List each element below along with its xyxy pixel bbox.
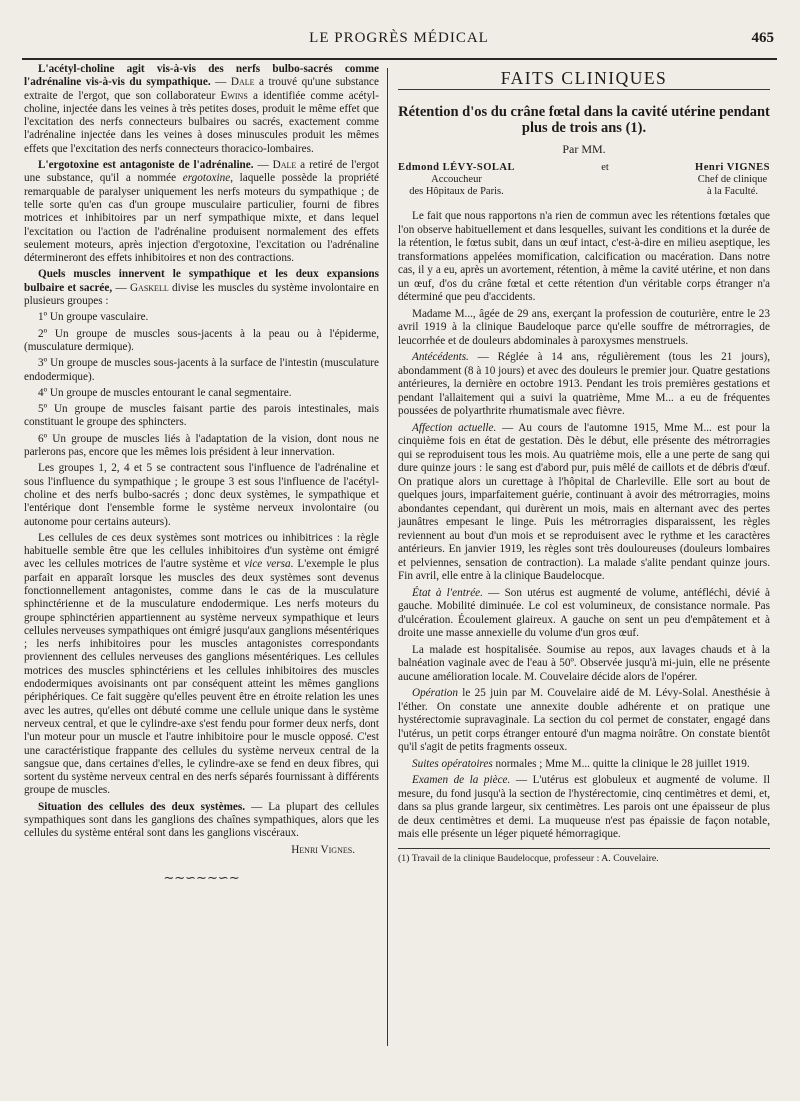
- dash: —: [253, 159, 273, 172]
- paragraph-acetylcholine: [24, 63, 379, 156]
- end-flourish: ∼∼∽∼∼∽∼: [163, 869, 240, 885]
- italic-term: vice versa: [244, 558, 291, 571]
- author-ref-dale: Dale: [230, 76, 255, 89]
- header-rule: [22, 58, 777, 60]
- heading-muscles: Quels muscles innervent le sympathique et les deux expansions bulbaire et sacrée,: [24, 268, 379, 294]
- paragraph-text: — Au cours de l'automne 1915, Mme M... est pour la cinquième fois en état de gestation. Dès le début, elle présente des métrorragies qui se reproduisent tous les mois. Au quatrième mois, elle a une perte de sang qui dure quinze jours : le sang est d'abord pur, puis mêlé de caillots et de débris d'œuf. On pratique alors un curettage à l'hôpital de Charleville. Elle sort au bout de quelques jours, imparfaitement guérie, continuant à avoir des métrorragies, moins abondantes cependant, qui durèrent un mois, mais en alternant avec des pertes jaunâtres empesant le linge. Puis les métrorragies disparaissent, les règles reviennent au bout d'un mois et se reproduisent avec le rythme et les caractères antérieurs. En janvier 1919, les règles sont très douloureuses (douleurs lombaires et pelviennes, sensation de contraction). La malade s'alite pendant quinze jours. Fin avril, elle entre à la clinique Baudelocque.: [398, 421, 770, 582]
- left-column: [24, 63, 379, 884]
- list-item: 3º Un groupe de muscles sous-jacents à la surface de l'intestin (musculature endodermique).: [24, 357, 379, 383]
- signature: Henri Vignes.: [291, 843, 355, 856]
- paragraph-intro: Le fait que nous rapportons n'a rien de commun avec les rétentions fœtales que l'on observe habituellement et dans lesquelles, suivant les conditions et la durée de la rétention, le fœtus subit, dans un œuf intact, c'est-à-dire en milieu aseptique, les transformations appelées momification, calcification ou macération. Dans notre cas, il y a eu, après un avortement, rétention, à même la cavité utérine, et non dans un œuf, d'os du crâne fœtal et cette rétention d'un véritable corps étranger n'a déterminé que peu d'accidents.: [398, 210, 770, 303]
- italic-term: ergotoxine: [182, 172, 231, 185]
- dash: —: [112, 281, 130, 294]
- paragraph-antecedents: [398, 351, 770, 419]
- column-divider: [387, 68, 388, 1046]
- article-title: Rétention d'os du crâne fœtal dans la cavité utérine pendant plus de trois ans (1).: [398, 103, 770, 136]
- heading-situation: Situation des cellules des deux systèmes.: [38, 800, 246, 813]
- subheading: Affection actuelle.: [412, 421, 497, 434]
- author-role: des Hôpitaux de Paris.: [409, 186, 504, 197]
- paragraph-suites: [398, 758, 770, 772]
- list-item: 5º Un groupe de muscles faisant partie des parois intestinales, mais constituant le groupe des sphincters.: [24, 403, 379, 429]
- paragraph-examen: [398, 774, 770, 842]
- paragraph-ergotoxine: [24, 159, 379, 265]
- paragraph-text: — Réglée à 14 ans, régulièrement (tous les 21 jours), abondamment (8 à 10 jours) et avec des douleurs le premier jour. Quatre gestations antérieures, la dernière en octobre 1913. Pendant les trois premières gestations et pendant l'allaitement qui a suivi la quatrième, Mme M... a eu de fréquentes poussées de polyarthrite rhumatismale avec fièvre.: [398, 351, 770, 417]
- paragraph-cells: [24, 532, 379, 798]
- author-ref-ewins: Ewins: [220, 89, 248, 102]
- paragraph-groups: Les groupes 1, 2, 4 et 5 se contractent sous l'influence de l'adrénaline et sous l'influence du sympathique ; le groupe 3 est sous l'influence de l'acétyl-choline et des nerfs bulbo-sacrés ; donc deux systèmes, le sympathique et l'entérique dont l'ensemble forme le système nerveux involontaire (ou autonome pour certains auteurs).: [24, 462, 379, 528]
- paragraph-etat: [398, 587, 770, 641]
- page-number: 465: [751, 30, 774, 46]
- paragraph-text: — La plupart des cellules sympathiques sont dans les ganglions des chaînes sympathiques, alors que les cellules du système entéral sont dans les ganglions viscéraux.: [24, 800, 379, 840]
- journal-title: LE PROGRÈS MÉDICAL: [309, 30, 489, 46]
- list-item: 4º Un groupe de muscles entourant le canal segmentaire.: [38, 386, 292, 399]
- paragraph-text: a identifiée comme acétyl-choline, injectée dans les veines à très petites doses, produit le même effet que l'excitation des nerfs connecteurs bulbaires ou sacrés, exactement comme l'adrénaline injectée dans les veines à doses minuscules produit les mêmes effets que l'excitation des nerfs connecteurs thoracico-lombaires.: [24, 89, 380, 155]
- subheading: État à l'entrée.: [412, 586, 483, 599]
- subheading: Antécédents.: [412, 351, 469, 363]
- author-name: Henri VIGNES: [695, 162, 770, 173]
- list-item: 1º Un groupe vasculaire.: [38, 311, 149, 324]
- subheading: Suites opératoires: [412, 757, 493, 770]
- list-item: 2º Un groupe de muscles sous-jacents à la peau ou à l'épiderme, (musculature dermique).: [24, 327, 379, 353]
- paragraph-text: , laquelle possède la propriété remarquable de paralyser uniquement les nerfs moteurs du sympathique ; de telle sorte qu'en cas d'un groupe musculaire particulier, fourni de fibres motrices et inhibitoires par un nerf sympathique mixte, et dans lequel l'excitation ou l'action de l'adrénaline produisent normalement des effets seulement moteurs, après injection d'ergotoxine, l'excitation ou l'adrénaline détermineront des effets inhibitoires et non des contractions.: [24, 172, 379, 265]
- paragraph-text: divise les muscles du système involontaire en plusieurs groupes :: [24, 281, 379, 308]
- authors-block: [398, 162, 770, 198]
- paragraph-text: — Son utérus est augmenté de volume, antéfléchi, dévié à gauche. Mobilité diminuée. Le col est volumineux, de consistance normale. Pas d'ulcération. Écoulement glaireux. A gauche on sent un peu d'empâtement et à droite une masse annexielle du volume d'un gros œuf.: [398, 586, 770, 639]
- paragraph-patient: Madame M..., âgée de 29 ans, exerçant la profession de couturière, entre le 23 avril 1919 à la clinique Baudeloque parce qu'elle souffre de métrorragies, de leucorrhée et de douleurs abdominales à paroxysmes menstruels.: [398, 307, 770, 347]
- heading-acetylcholine: L'acétyl-choline agit vis-à-vis des nerfs bulbo-sacrés comme l'adrénaline vis-à-vis du sympathique.: [24, 63, 379, 89]
- author-name: Edmond LÉVY-SOLAL: [398, 162, 515, 173]
- paragraph-text: — L'utérus est globuleux et augmenté de volume. Il mesure, du fond jusqu'à la section de l'hystérectomie, cinq centimètres et demi, et, dans sa plus grande largeur, six centimètres. Les parois ont une épaisseur de plus de deux centimètres et demi. La muqueuse n'est pas épaissie de façon notable, mais elle présente un léger piqueté hémorragique.: [398, 774, 770, 840]
- paragraph-situation: [24, 801, 379, 841]
- author-1: [398, 162, 515, 198]
- paragraph-affection: [398, 422, 770, 584]
- subheading: Examen de la pièce.: [412, 774, 511, 786]
- section-title: FAITS CLINIQUES: [398, 72, 770, 90]
- heading-ergotoxine: L'ergotoxine est antagoniste de l'adrénaline.: [38, 159, 254, 172]
- paragraph-text: . L'exemple le plus parfait en apparaît lorsque les muscles des deux systèmes sont devenus fonctionnellement antagonistes, comme dans le cas de la musculature sphinctérienne et de la musculature endodermique. Les nerfs moteurs du groupe sphinctérien appartiennent au système nerveux sympathique et leurs cellules nerveuses sympathiques ont émigré jusqu'aux ganglions mésentériques ; les nerfs inhibitoires pour les muscles antagonistes correspondants proviennent des cellules nerveuses des ganglions mésentériques. Les cellules motrices des muscles sphinctériens et les cellules inhibitoires des muscles endodermiques avoisinants ont par conséquent atteint les mêmes ganglions périphériques. Ce fait suggère qu'elles peuvent être en étroite relation les unes avec les autres, qu'elles ont débuté comme une cellule unique dans le système nerveux central, et que le cylindre-axe s'est fendu pour former deux nerfs, dont l'un moteur pour un muscle et l'autre inhibitoire pour le muscle opposé. C'est une caractéristique frappante des cellules du système nerveux central de la sangsue que, dans certaines d'elles, le cylindre-axe se fend en deux fibres, qui sortent du système nerveux central en des nerfs séparés fournissant à différents groupe de muscles.: [24, 558, 379, 797]
- paragraph-text: Les cellules de ces deux systèmes sont motrices ou inhibitrices : la règle habituelle semble être que les cellules inhibitoires d'un système ont émigré avec les cellules motrices de l'autre système et: [24, 531, 379, 571]
- byline: Par MM.: [562, 141, 606, 156]
- paragraph-muscles: [24, 268, 379, 308]
- paragraph-hospitalisation: La malade est hospitalisée. Soumise au repos, aux lavages chauds et à la balnéation vaginale avec de l'eau à 50º. Observée jusqu'à mi-juin, elle ne présente aucune amélioration locale. M. Couvelaire décide alors de l'opérer.: [398, 643, 770, 683]
- dash: —: [210, 76, 231, 89]
- author-role: Chef de clinique: [697, 174, 768, 185]
- author-conjunction: et: [601, 162, 609, 173]
- footnote: (1) Travail de la clinique Baudelocque, professeur : A. Couvelaire.: [398, 848, 770, 865]
- paragraph-text: a trouvé qu'une substance extraite de l'ergot, que son collaborateur: [24, 76, 379, 102]
- paragraph-text: normales ; Mme M... quitte la clinique le 28 juillet 1919.: [492, 757, 750, 770]
- author-ref-dale: Dale: [272, 159, 297, 172]
- list-item: 6º Un groupe de muscles liés à l'adaptation de la vision, dont nous ne parlerons pas, encore que les mêmes lois président à leur innervation.: [24, 432, 379, 459]
- author-ref-gaskell: Gaskell: [129, 281, 169, 294]
- author-role: Accoucheur: [431, 174, 482, 185]
- right-column: [398, 66, 770, 864]
- paragraph-text: a retiré de l'ergot une substance, qu'il a nommée: [24, 159, 380, 185]
- subheading: Opération: [412, 687, 458, 699]
- paragraph-text: le 25 juin par M. Couvelaire aidé de M. Lévy-Solal. Anesthésie à l'éther. On constate une annexite double adhérente et on pratique une hystérectomie supravaginale. La section du col permet de constater, engagé dans l'utérus, un petit corps étranger entouré d'un magma noirâtre. On constate bientôt qu'il s'agit de petits fragments osseux.: [398, 687, 770, 753]
- page-header: [24, 30, 774, 52]
- paragraph-operation: [398, 687, 770, 755]
- author-2: [695, 162, 770, 198]
- author-role: à la Faculté.: [706, 186, 759, 197]
